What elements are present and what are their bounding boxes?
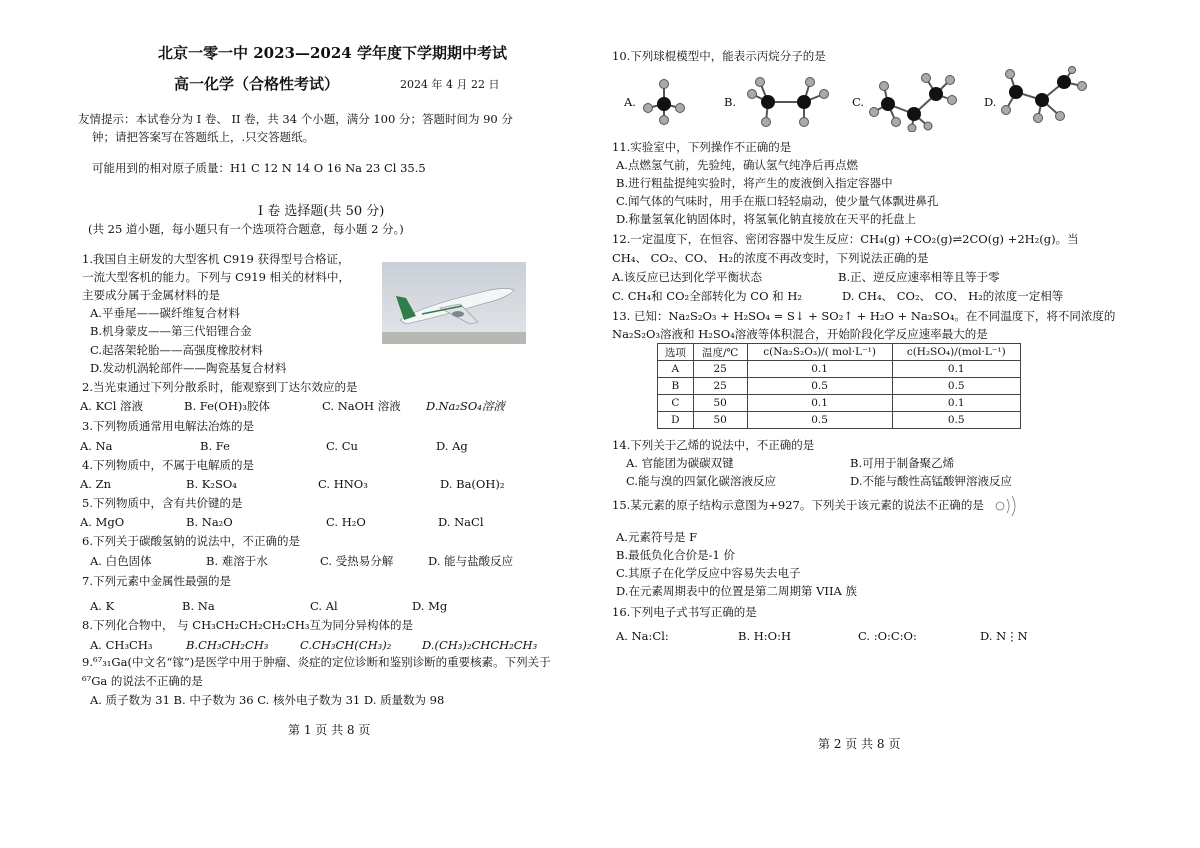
exam-date: 2024 年 4 月 22 日 — [400, 78, 500, 91]
q10-option-c: C. — [852, 95, 865, 109]
q7-option-a: A. K — [90, 599, 115, 613]
q10-option-a: A. — [624, 95, 636, 109]
q3-stem: 3.下列物质通常用电解法冶炼的是 — [82, 419, 254, 433]
q6-stem: 6.下列关于碳酸氢钠的说法中，不正确的是 — [82, 534, 300, 548]
table-cell: B — [658, 378, 694, 395]
q5-option-c: C. H₂O — [326, 515, 366, 529]
table-header-cell: 选项 — [658, 344, 694, 361]
page-footer-left: 第 1 页 共 8 页 — [288, 723, 371, 737]
q16-stem: 16.下列电子式书写正确的是 — [612, 605, 757, 619]
table-cell: D — [658, 412, 694, 429]
q14-option-b: B.可用于制备聚乙烯 — [850, 456, 955, 470]
q15-option-a: A.元素符号是 F — [616, 530, 698, 544]
q10-option-d: D. — [984, 95, 997, 109]
exam-subtitle: 高一化学（合格性考试） — [174, 75, 340, 93]
table-cell: 0.1 — [747, 361, 892, 378]
q1-stem-1: 1.我国自主研发的大型客机 C919 获得型号合格证， — [82, 252, 350, 266]
table-cell: 25 — [693, 378, 747, 395]
q16-option-b: B. H:O:H — [738, 629, 791, 643]
q3-option-b: B. Fe — [200, 439, 230, 453]
q12-option-a: A.该反应已达到化学平衡状态 — [612, 270, 762, 284]
q11-option-c: C.闻气体的气味时，用手在瓶口轻轻扇动，使少量气体飘进鼻孔 — [616, 194, 939, 208]
q1-stem-3: 主要成分属于金属材料的是 — [82, 288, 220, 302]
page-footer-right: 第 2 页 共 8 页 — [818, 737, 901, 751]
q2-option-a: A. KCl 溶液 — [80, 399, 144, 413]
q1-option-a: A.平垂尾——碳纤维复合材料 — [90, 306, 240, 320]
q2-option-b: B. Fe(OH)₃胶体 — [184, 399, 270, 413]
q8-option-a: A. CH₃CH₃ — [90, 638, 153, 652]
table-header-cell: c(Na₂S₂O₃)/( mol·L⁻¹) — [747, 344, 892, 361]
q15-stem: 15.某元素的原子结构示意图为+927。下列关于该元素的说法不正确的是 — [612, 498, 984, 512]
q7-option-d: D. Mg — [412, 599, 448, 613]
table-cell: 25 — [693, 361, 747, 378]
q13-stem-2: Na₂S₂O₃溶液和 H₂SO₄溶液等体积混合，开始阶段化学反应速率最大的是 — [612, 327, 988, 341]
table-header-cell: 温度/℃ — [693, 344, 747, 361]
q6-option-c: C. 受热易分解 — [320, 554, 394, 568]
ball-stick-model-d — [1000, 66, 1090, 126]
q4-option-c: C. HNO₃ — [318, 477, 368, 491]
q5-option-d: D. NaCl — [438, 515, 484, 529]
q12-option-b: B.正、逆反应速率相等且等于零 — [838, 270, 1000, 284]
table-header-row — [658, 344, 1021, 361]
q14-stem: 14.下列关于乙烯的说法中，不正确的是 — [612, 438, 815, 452]
atomic-structure-icon — [994, 494, 1020, 518]
atomic-masses: 可能用到的相对原子质量：H1 C 12 N 14 O 16 Na 23 Cl 35.5 — [92, 161, 426, 175]
q8-option-c: C.CH₃CH(CH₃)₂ — [300, 638, 392, 652]
q16-option-c: C. :O:C:O: — [858, 629, 917, 643]
c919-aircraft-image — [382, 262, 526, 344]
notice-line-2: 钟；请把答案写在答题纸上，.只交答题纸。 — [92, 130, 315, 144]
q2-option-d: D.Na₂SO₄溶液 — [426, 399, 505, 413]
q16-option-d: D. N⋮N — [980, 629, 1028, 643]
ball-stick-model-a — [642, 76, 686, 126]
table-header-cell: c(H₂SO₄)/(mol·L⁻¹) — [892, 344, 1020, 361]
table-row — [658, 412, 1021, 429]
q15-option-c: C.其原子在化学反应中容易失去电子 — [616, 566, 801, 580]
q11-option-d: D.称量氢氧化钠固体时，将氢氧化钠直接放在天平的托盘上 — [616, 212, 916, 226]
q8-option-b: B.CH₃CH₂CH₃ — [186, 638, 269, 652]
table-cell: C — [658, 395, 694, 412]
q7-option-b: B. Na — [182, 599, 215, 613]
q5-stem: 5.下列物质中，含有共价键的是 — [82, 496, 243, 510]
q1-stem-2: 一流大型客机的能力。下列与 C919 相关的材料中， — [82, 270, 351, 284]
q9-options: A. 质子数为 31 B. 中子数为 36 C. 核外电子数为 31 D. 质量数为 98 — [90, 693, 445, 707]
q8-stem: 8.下列化合物中， 与 CH₃CH₂CH₂CH₂CH₃互为同分异构体的是 — [82, 618, 413, 632]
table-cell: 50 — [693, 412, 747, 429]
q14-option-d: D.不能与酸性高锰酸钾溶液反应 — [850, 474, 1012, 488]
q15-option-d: D.在元素周期表中的位置是第二周期第 VIIA 族 — [616, 584, 857, 598]
q2-stem: 2.当光束通过下列分散系时，能观察到丁达尔效应的是 — [82, 380, 358, 394]
q14-option-c: C.能与溴的四氯化碳溶液反应 — [626, 474, 777, 488]
table-row — [658, 378, 1021, 395]
q11-option-a: A.点燃氢气前，先验纯，确认氢气纯净后再点燃 — [616, 158, 858, 172]
q4-stem: 4.下列物质中，不属于电解质的是 — [82, 458, 254, 472]
q10-stem: 10.下列球棍模型中，能表示丙烷分子的是 — [612, 49, 826, 63]
table-row — [658, 395, 1021, 412]
q12-stem-2: CH₄、 CO₂、CO、 H₂的浓度不再改变时，下列说法正确的是 — [612, 251, 929, 265]
table-row — [658, 361, 1021, 378]
q11-stem: 11.实验室中，下列操作不正确的是 — [612, 140, 792, 154]
q12-option-d: D. CH₄、 CO₂、 CO、 H₂的浓度一定相等 — [842, 289, 1064, 303]
q10-option-b: B. — [724, 95, 737, 109]
q1-option-b: B.机身蒙皮——第三代铝锂合金 — [90, 324, 252, 338]
q6-option-b: B. 难溶于水 — [206, 554, 268, 568]
q7-stem: 7.下列元素中金属性最强的是 — [82, 574, 231, 588]
q13-stem-1: 13. 已知：Na₂S₂O₃ + H₂SO₄ = S↓ + SO₂↑ + H₂O + Na₂SO₄。在不同温度下，将不同浓度的 — [612, 309, 1116, 323]
q3-option-c: C. Cu — [326, 439, 358, 453]
q4-option-b: B. K₂SO₄ — [186, 477, 237, 491]
q14-option-a: A. 官能团为碳碳双键 — [626, 456, 734, 470]
q16-option-a: A. Na:Cl: — [616, 629, 669, 643]
page-1 — [78, 0, 598, 848]
exam-title: 北京一零一中 2023—2024 学年度下学期期中考试 — [158, 44, 507, 62]
section-title: I 卷 选择题(共 50 分) — [258, 204, 385, 219]
ball-stick-model-b — [744, 72, 832, 130]
q7-option-c: C. Al — [310, 599, 338, 613]
table-cell: 0.5 — [747, 378, 892, 395]
table-cell: A — [658, 361, 694, 378]
q6-option-a: A. 白色固体 — [90, 554, 152, 568]
ball-stick-model-c — [866, 70, 958, 132]
q2-option-c: C. NaOH 溶液 — [322, 399, 401, 413]
section-note: (共 25 道小题，每小题只有一个选项符合题意，每小题 2 分。) — [88, 222, 404, 236]
table-cell: 0.1 — [892, 395, 1020, 412]
notice-line-1: 友情提示：本试卷分为 I 卷、 II 卷，共 34 个小题，满分 100 分；答题时间为 90 分 — [78, 112, 513, 126]
q12-option-c: C. CH₄和 CO₂全部转化为 CO 和 H₂ — [612, 289, 802, 303]
q6-option-d: D. 能与盐酸反应 — [428, 554, 514, 568]
page-2 — [612, 0, 1152, 848]
q11-option-b: B.进行粗盐提纯实验时，将产生的废液倒入指定容器中 — [616, 176, 893, 190]
q8-option-d: D.(CH₃)₂CHCH₂CH₃ — [422, 638, 538, 652]
q12-stem-1: 12.一定温度下，在恒容、密闭容器中发生反应：CH₄(g) +CO₂(g)⇌2CO(g) +2H₂(g)。当 — [612, 232, 1079, 246]
q4-option-d: D. Ba(OH)₂ — [440, 477, 505, 491]
q3-option-d: D. Ag — [436, 439, 468, 453]
q9-stem-1: 9.⁶⁷₃₁Ga(中文名“镓”)是医学中用于肿瘤、炎症的定位诊断和鉴别诊断的重要核素。下列关于 — [82, 655, 551, 669]
table-cell: 0.1 — [747, 395, 892, 412]
q15-option-b: B.最低负化合价是-1 价 — [616, 548, 735, 562]
table-cell: 0.1 — [892, 361, 1020, 378]
q1-option-c: C.起落架轮胎——高强度橡胶材料 — [90, 343, 264, 357]
q3-option-a: A. Na — [80, 439, 113, 453]
q5-option-a: A. MgO — [80, 515, 125, 529]
q13-table — [657, 343, 1021, 429]
q9-stem-2: ⁶⁷Ga 的说法不正确的是 — [82, 674, 203, 688]
table-cell: 50 — [693, 395, 747, 412]
table-cell: 0.5 — [892, 378, 1020, 395]
table-cell: 0.5 — [892, 412, 1020, 429]
table-cell: 0.5 — [747, 412, 892, 429]
q1-option-d: D.发动机涡轮部件——陶瓷基复合材料 — [90, 361, 287, 375]
q5-option-b: B. Na₂O — [186, 515, 233, 529]
q4-option-a: A. Zn — [80, 477, 112, 491]
